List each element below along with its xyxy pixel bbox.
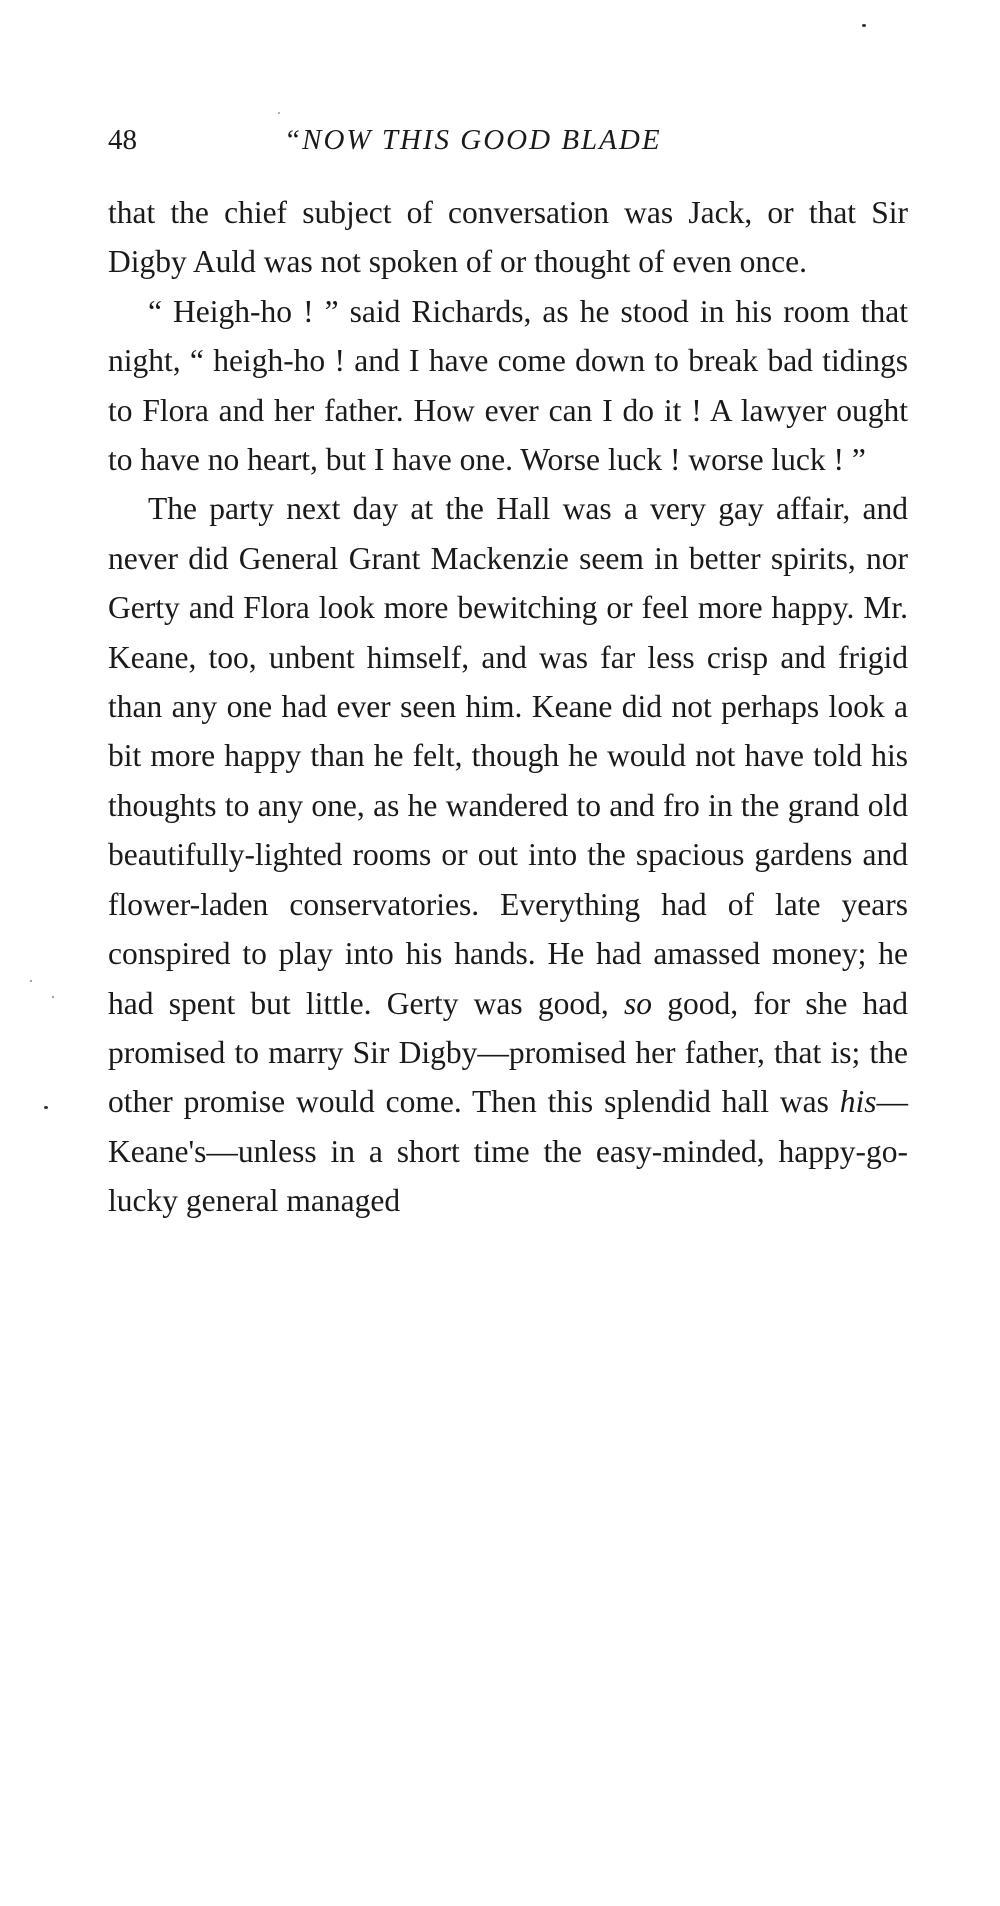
scan-speck [30,980,32,982]
running-head [108,124,908,164]
paragraph-party [108,484,908,1225]
page-number: 48 [108,124,137,156]
scan-speck [862,24,866,27]
emphasis-so: so [624,985,653,1021]
paragraph-party-text-3: —Keane's—unless in a short time the easy-minded, happy-go-lucky general managed [108,1084,909,1219]
paragraph-party-text-1: The party next day at the Hall was a very gay affair, and never did General Grant Mackenzie seem in better spirits, nor Gerty and Flora look more bewitching or feel more happy. Mr. Keane, too, unbent himself, and was far less crisp and frigid than any one had ever seen him. Keane did not perhaps look a bit more happy than he felt, though he would not have told his thoughts to any one, as he wandered to and fro in the grand old beautifully-lighted rooms or out into the spacious gardens and flower-laden conservatories. Everything had of late years conspired to play into his hands. He had amassed money; he had spent but little. Gerty was good, [108,491,908,1021]
paragraph-richards: “ Heigh-ho ! ” said Richards, as he stood in his room that night, “ heigh-ho ! and I have come down to break bad tidings to Flora and her father. How ever can I do it ! A lawyer ought to have no heart, but I have one. Worse luck ! worse luck ! ” [108,293,908,478]
body-text [108,188,908,1226]
scan-speck [52,996,54,998]
scan-speck [278,112,280,114]
running-title: “NOW THIS GOOD BLADE [284,124,662,156]
paragraph-party-text-2: good, for she had promised to marry Sir Digby—promised her father, that is; the other promise would come. Then this splendid hall was [108,985,909,1120]
emphasis-his: his [839,1084,877,1120]
scan-speck [44,1106,48,1109]
paragraph-continuation: that the chief subject of conversation was Jack, or that Sir Digby Auld was not spoken of or thought of even once. [108,195,908,280]
